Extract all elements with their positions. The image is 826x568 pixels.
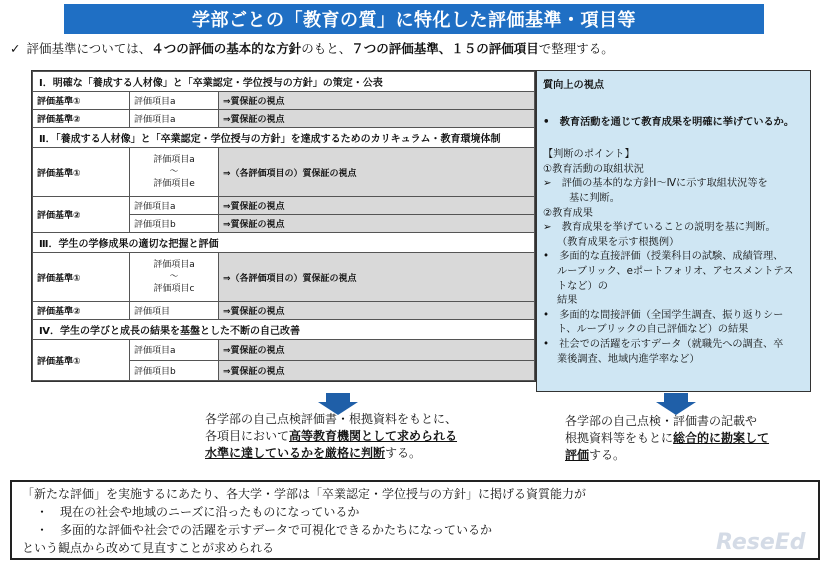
criteria-table <box>31 70 536 382</box>
points-title: 【判断のポイント】 <box>543 149 635 161</box>
section-title: Ⅱ．「養成する人材像」と「卒業認定・学位授与の方針」を達成するためのカリキュラム・教育環境体制 <box>33 128 535 148</box>
item-label: 評価項目a <box>153 260 195 270</box>
summary-line3: ・ 多面的な評価や社会での活躍を示すデータで可視化できるかたちになっているか <box>36 523 493 537</box>
intro-bold1: ４つの評価の基本的な方針 <box>151 41 302 56</box>
example-1c: 結果 <box>557 295 578 307</box>
quality-viewpoint: ⇒質保証の視点 <box>219 215 535 233</box>
quality-viewpoint: ⇒質保証の視点 <box>219 302 535 320</box>
quality-viewpoint: ⇒質保証の視点 <box>219 197 535 215</box>
intro-text <box>10 40 810 58</box>
point-2a: ➢ 教育成果を挙げていることの説明を基に判断。 <box>543 222 776 234</box>
quality-improvement-panel <box>536 70 811 392</box>
left-result-line2b: 高等教育機関として求められる <box>289 429 458 443</box>
intro-part1: 評価基準については、 <box>26 41 152 56</box>
criterion-label: 評価基準② <box>33 110 130 128</box>
item-label: 評価項目a <box>130 197 219 215</box>
left-result-line1: 各学部の自己点検評価書・根拠資料をもとに、 <box>205 412 458 426</box>
criterion-label: 評価基準① <box>33 340 130 381</box>
intro-bold2: ７つの評価基準、１５の評価項目 <box>351 41 539 56</box>
example-1a: • 多面的な直接評価（授業科目の試験、成績管理、 <box>543 251 784 263</box>
example-1b: ルーブリック、eポートフォリオ、アセスメントテストなど）の <box>557 265 794 292</box>
point-1a: ➢ 評価の基本的な方針Ⅰ～Ⅳに示す取組状況等を <box>543 178 768 190</box>
example-3b: 業後調査、地域内進学率など） <box>557 353 700 365</box>
item-label: 評価項目b <box>130 360 219 381</box>
point-1b: 基に判断。 <box>569 192 620 204</box>
criterion-label: 評価基準② <box>33 197 130 233</box>
watermark-logo: ReseEd <box>716 530 806 555</box>
summary-box <box>10 480 820 560</box>
tilde: ～ <box>169 272 179 282</box>
point-2: ②教育成果 <box>543 207 593 219</box>
point-1: ①教育活動の取組状況 <box>543 163 644 175</box>
item-range <box>130 253 219 302</box>
down-arrow-icon <box>656 393 696 415</box>
item-label: 評価項目c <box>153 284 195 294</box>
criterion-label: 評価基準① <box>33 148 130 197</box>
criterion-label: 評価基準① <box>33 253 130 302</box>
left-result-line2a: 各項目において <box>205 429 290 443</box>
quality-viewpoint: ⇒質保証の視点 <box>219 360 535 381</box>
item-label: 評価項目a <box>130 110 219 128</box>
section-title: Ⅰ．明確な「養成する人材像」と「卒業認定・学位授与の方針」の策定・公表 <box>33 72 535 92</box>
criterion-label: 評価基準① <box>33 92 130 110</box>
intro-part2: のもと、 <box>301 41 352 56</box>
item-label: 評価項目a <box>130 92 219 110</box>
left-result-line3b: する。 <box>385 446 422 460</box>
quality-viewpoint: ⇒質保証の視点 <box>219 340 535 361</box>
right-result-line2a: 根拠資料等をもとに <box>565 431 674 445</box>
right-result-line3a: 評価 <box>565 448 590 462</box>
item-label: 評価項目a <box>130 340 219 361</box>
item-label: 評価項目 <box>130 302 219 320</box>
section-title: Ⅳ．学生の学びと成長の結果を基盤とした不断の自己改善 <box>33 320 535 340</box>
summary-line1: 「新たな評価」を実施するにあたり、各大学・学部は「卒業認定・学位授与の方針」に掲げる資質能力が <box>22 487 587 501</box>
point-2b: （教育成果を示す根拠例） <box>557 236 680 248</box>
right-result-line2b: 総合的に勘案して <box>673 431 770 445</box>
check-icon: ✓ <box>10 41 21 56</box>
panel-heading: 質向上の視点 <box>543 80 605 91</box>
quality-viewpoint: ⇒質保証の視点 <box>219 92 535 110</box>
item-range <box>130 148 219 197</box>
summary-line4: という観点から改めて見直すことが求められる <box>22 541 275 555</box>
intro-part3: で整理する。 <box>538 41 614 56</box>
right-result-line1: 各学部の自己点検・評価書の記載や <box>565 414 758 428</box>
left-result-text <box>205 411 505 462</box>
tilde: ～ <box>169 167 179 177</box>
criterion-label: 評価基準② <box>33 302 130 320</box>
example-3a: • 社会での活躍を示すデータ（就職先への調査、卒 <box>543 338 784 350</box>
quality-viewpoint: ⇒質保証の視点 <box>219 110 535 128</box>
panel-main-point: • 教育活動を通じて教育成果を明確に挙げているか。 <box>543 116 795 128</box>
right-result-line3b: する。 <box>589 448 626 462</box>
down-arrow-shape <box>656 393 696 415</box>
item-label: 評価項目e <box>153 179 195 189</box>
item-label: 評価項目a <box>153 155 195 165</box>
example-2a: • 多面的な間接評価（全国学生調査、振り返りシー <box>543 309 784 321</box>
summary-line2: ・ 現在の社会や地域のニーズに沿ったものになっているか <box>36 505 360 519</box>
quality-viewpoint: ⇒（各評価項目の）質保証の視点 <box>219 148 535 197</box>
page-title: 学部ごとの「教育の質」に特化した評価基準・項目等 <box>64 4 764 34</box>
section-title: Ⅲ．学生の学修成果の適切な把握と評価 <box>33 233 535 253</box>
quality-viewpoint: ⇒（各評価項目の）質保証の視点 <box>219 253 535 302</box>
example-2b: ト、ルーブリックの自己評価など）の結果 <box>557 324 749 336</box>
left-result-line3a: 水準に達しているかを厳格に判断 <box>205 446 386 460</box>
right-result-text <box>565 413 815 464</box>
item-label: 評価項目b <box>130 215 219 233</box>
